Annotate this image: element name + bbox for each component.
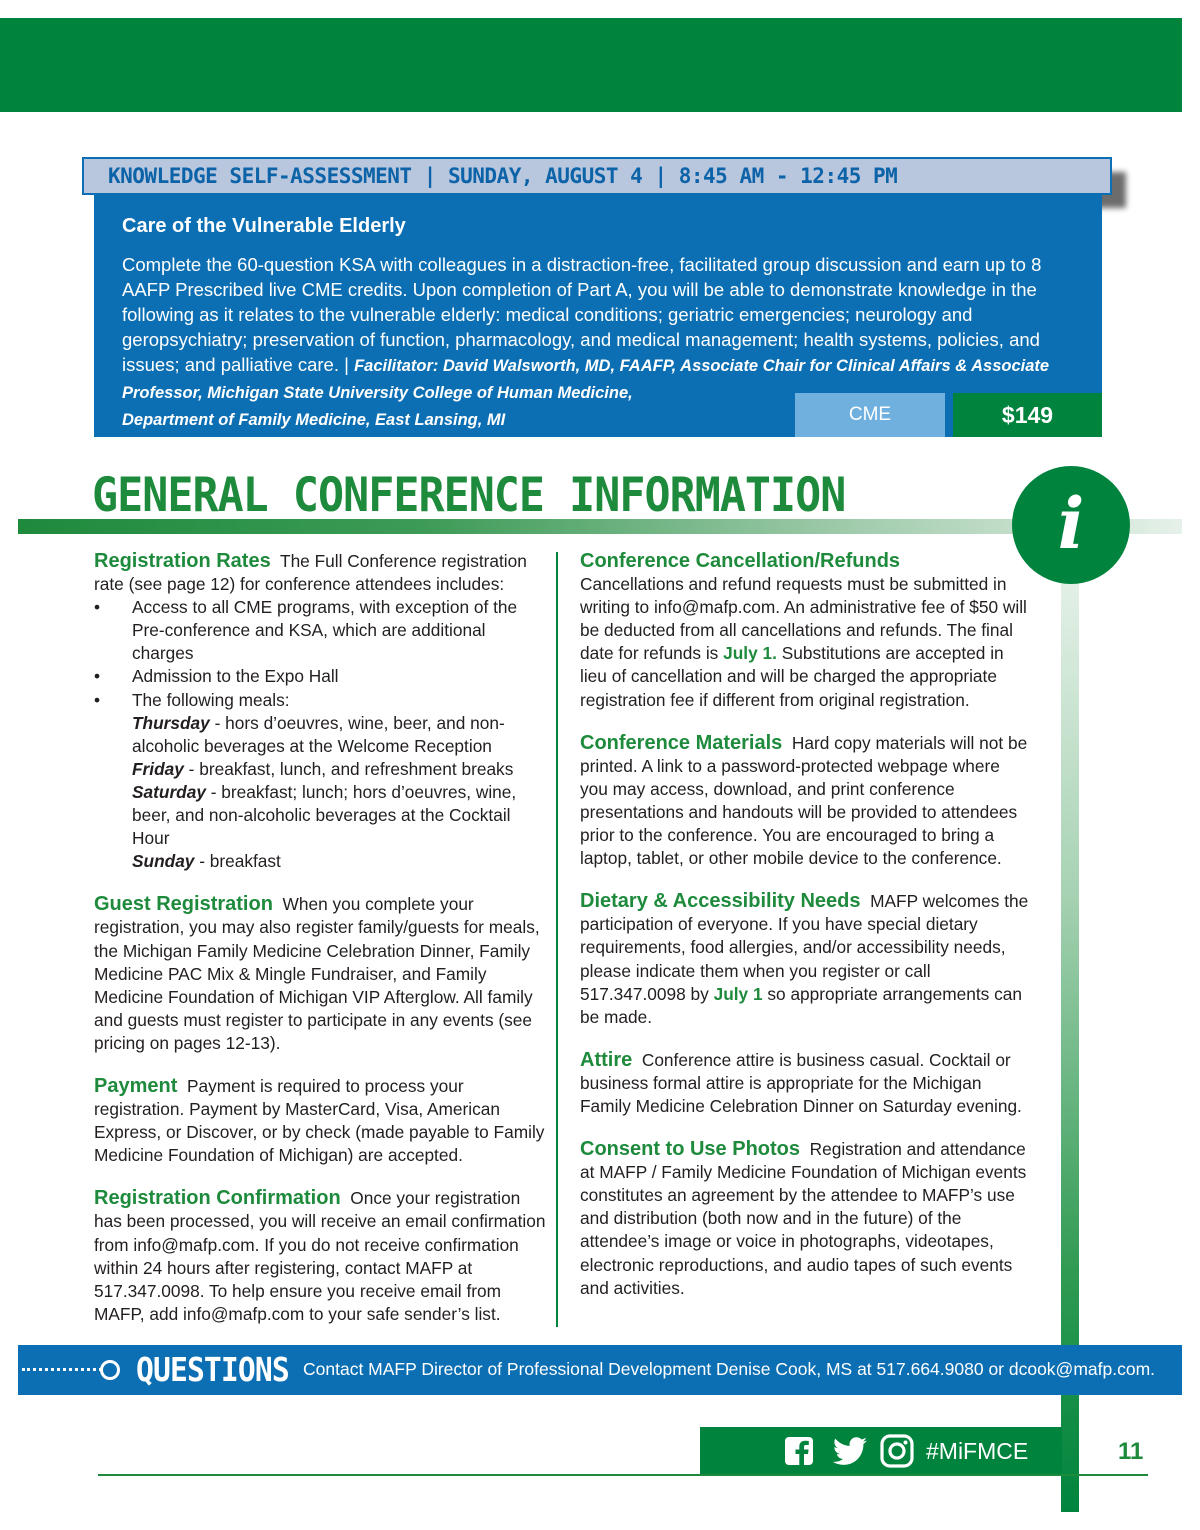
instagram-icon[interactable]	[880, 1434, 914, 1468]
meal-day: Friday	[132, 758, 184, 779]
questions-contact-text: Contact MAFP Director of Professional Development Denise Cook, MS at 517.664.9080 or dcook@mafp.com.	[303, 1359, 1156, 1379]
meal-text: - breakfast	[194, 851, 281, 872]
ksa-session-box	[94, 195, 1102, 437]
ksa-description-text: Complete the 60-question KSA with colleagues in a distraction-free, facilitated group discussion and earn up to 8 AAFP Prescribed live CME credits. Upon completion of Part A, you will be able to demonstrate knowledge in the following as it relates to the vulnerable elderly: medical conditions; geriatric emergencies; neurology and geropsychiatry; preservation of function, pharmacology, and medical management; health systems, policies, and issues; and palliative care. |	[122, 254, 1042, 375]
meal-text: - hors d’oeuvres, wine, beer, and non-alcoholic beverages at the Welcome Reception	[132, 712, 505, 756]
payment-text: Payment is required to process your registration. Payment by MasterCard, Visa, American Express, or Discover, or by check (made payable to Family Medicine Foundation of Michigan) are accepted.	[94, 1075, 545, 1166]
meal-day: Sunday	[132, 851, 195, 872]
price-badge: $149	[953, 393, 1102, 437]
payment-heading: Payment	[94, 1074, 178, 1097]
materials-section	[580, 732, 1030, 871]
registration-rates-heading: Registration Rates	[94, 550, 271, 572]
refund-date: July 1.	[723, 643, 777, 664]
attire-text: Conference attire is business casual. Cocktail or business formal attire is appropriate for the Michigan Family Medicine Celebration Dinner on Saturday evening.	[580, 1049, 1022, 1116]
rates-bullet-list	[94, 596, 546, 873]
guest-registration-heading: Guest Registration	[94, 893, 273, 916]
consent-heading: Consent to Use Photos	[580, 1138, 801, 1161]
consent-section	[580, 1138, 1030, 1300]
twitter-icon[interactable]	[832, 1436, 868, 1466]
section-heading: GENERAL CONFERENCE INFORMATION	[92, 468, 846, 523]
registration-confirmation-text: Once your registration has been processed, you will receive an email confirmation from info@mafp.com. If you do not receive confirmation within 24 hours after registering, contact MAFP at 517.347.0098. To help ensure you receive email from MAFP, add info@mafp.com to your safe sender’s list.	[94, 1188, 546, 1324]
registration-rates-intro: The Full Conference registration rate (see page 12) for conference attendees includes:	[94, 551, 527, 595]
dotted-line-icon	[22, 1368, 102, 1371]
cancellation-section	[580, 550, 1030, 712]
dietary-date: July 1	[713, 983, 763, 1004]
questions-title: QUESTIONS	[136, 1350, 289, 1389]
list-item: • Access to all CME programs, with exception of the Pre-conference and KSA, which are additional charges	[94, 596, 546, 665]
meal-text: - breakfast; lunch; hors d’oeuvres, wine, beer, and non-alcoholic beverages at the Cocktail Hour	[132, 781, 517, 849]
footer-rule	[98, 1474, 1148, 1476]
cancellation-heading: Conference Cancellation/Refunds	[580, 550, 901, 572]
meals-label: The following meals:	[132, 689, 290, 710]
ksa-title: Care of the Vulnerable Elderly	[122, 215, 406, 237]
dietary-text-a: MAFP welcomes the participation of everyone. If you have special dietary requirements, food allergies, and/or accessibility needs, please indicate them when you register or call 517.347.0098 by	[580, 891, 1029, 1004]
facebook-icon[interactable]	[784, 1436, 814, 1466]
registration-confirmation-section	[94, 1187, 546, 1326]
attire-heading: Attire	[580, 1048, 633, 1071]
registration-confirmation-heading: Registration Confirmation	[94, 1187, 341, 1210]
ksa-facilitator: Facilitator: David Walsworth, MD, FAAFP, Associate Chair for Clinical Affairs & Associate Professor, Michigan State University College of Human Medicine,	[122, 357, 1050, 402]
guest-registration-text: When you complete your registration, you may also register family/guests for meals, the Michigan Family Medicine Celebration Dinner, Family Medicine PAC Mix & Mingle Fundraiser, and Family Medicine Foundation of Michigan VIP Afterglow. All family and guests must register to participate in any events (see pricing on pages 12-13).	[94, 894, 540, 1053]
dietary-section	[580, 890, 1030, 1029]
meal-text: - breakfast, lunch, and refreshment breaks	[183, 758, 514, 779]
list-item	[94, 689, 546, 874]
left-column	[94, 550, 546, 1346]
meal-day: Saturday	[132, 781, 206, 802]
circle-icon	[100, 1360, 120, 1380]
payment-section	[94, 1075, 546, 1167]
info-icon: i	[1012, 466, 1130, 584]
right-column	[580, 550, 1030, 1320]
list-item: • Admission to the Expo Hall	[94, 665, 546, 688]
dietary-heading: Dietary & Accessibility Needs	[580, 890, 861, 913]
attire-section	[580, 1049, 1030, 1118]
consent-text: Registration and attendance at MAFP / Family Medicine Foundation of Michigan events constitutes an agreement by the attendee to MAFP’s use and distribution (both now and in the future) of the attendee’s image or voice in photographs, videotapes, electronic reproductions, and audio tapes of such events and activities.	[580, 1139, 1027, 1298]
page-number: 11	[1118, 1438, 1144, 1465]
ksa-header: KNOWLEDGE SELF-ASSESSMENT | SUNDAY, AUGUST 4 | 8:45 AM - 12:45 PM	[82, 157, 1112, 195]
column-divider	[556, 552, 558, 1327]
social-bar	[700, 1427, 1062, 1475]
meal-day: Thursday	[132, 712, 210, 733]
cancellation-text-a: Cancellations and refund requests must be submitted in writing to info@mafp.com. An administrative fee of $50 will be deducted from all cancellations and refunds. The final date for refunds is	[580, 574, 1027, 664]
cancellation-text-b: Substitutions are accepted in lieu of cancellation and will be charged the appropriate registration fee if different from original registration.	[580, 643, 1004, 710]
registration-rates-section	[94, 550, 546, 873]
questions-band	[18, 1345, 1182, 1395]
dietary-text-b: so appropriate arrangements can be made.	[580, 983, 1022, 1027]
materials-text: Hard copy materials will not be printed. A link to a password-protected webpage where you may access, download, and print conference presentations and handouts will be provided to attendees prior to the conference. You are encouraged to bring a laptop, tablet, or other mobile device to the conference.	[580, 732, 1028, 869]
ksa-facilitator-dept: Department of Family Medicine, East Lansing, MI	[122, 411, 506, 429]
materials-heading: Conference Materials	[580, 731, 783, 754]
cme-badge: CME	[795, 393, 945, 437]
hashtag: #MiFMCE	[926, 1438, 1029, 1464]
guest-registration-section	[94, 893, 546, 1055]
top-color-band	[0, 18, 1182, 112]
